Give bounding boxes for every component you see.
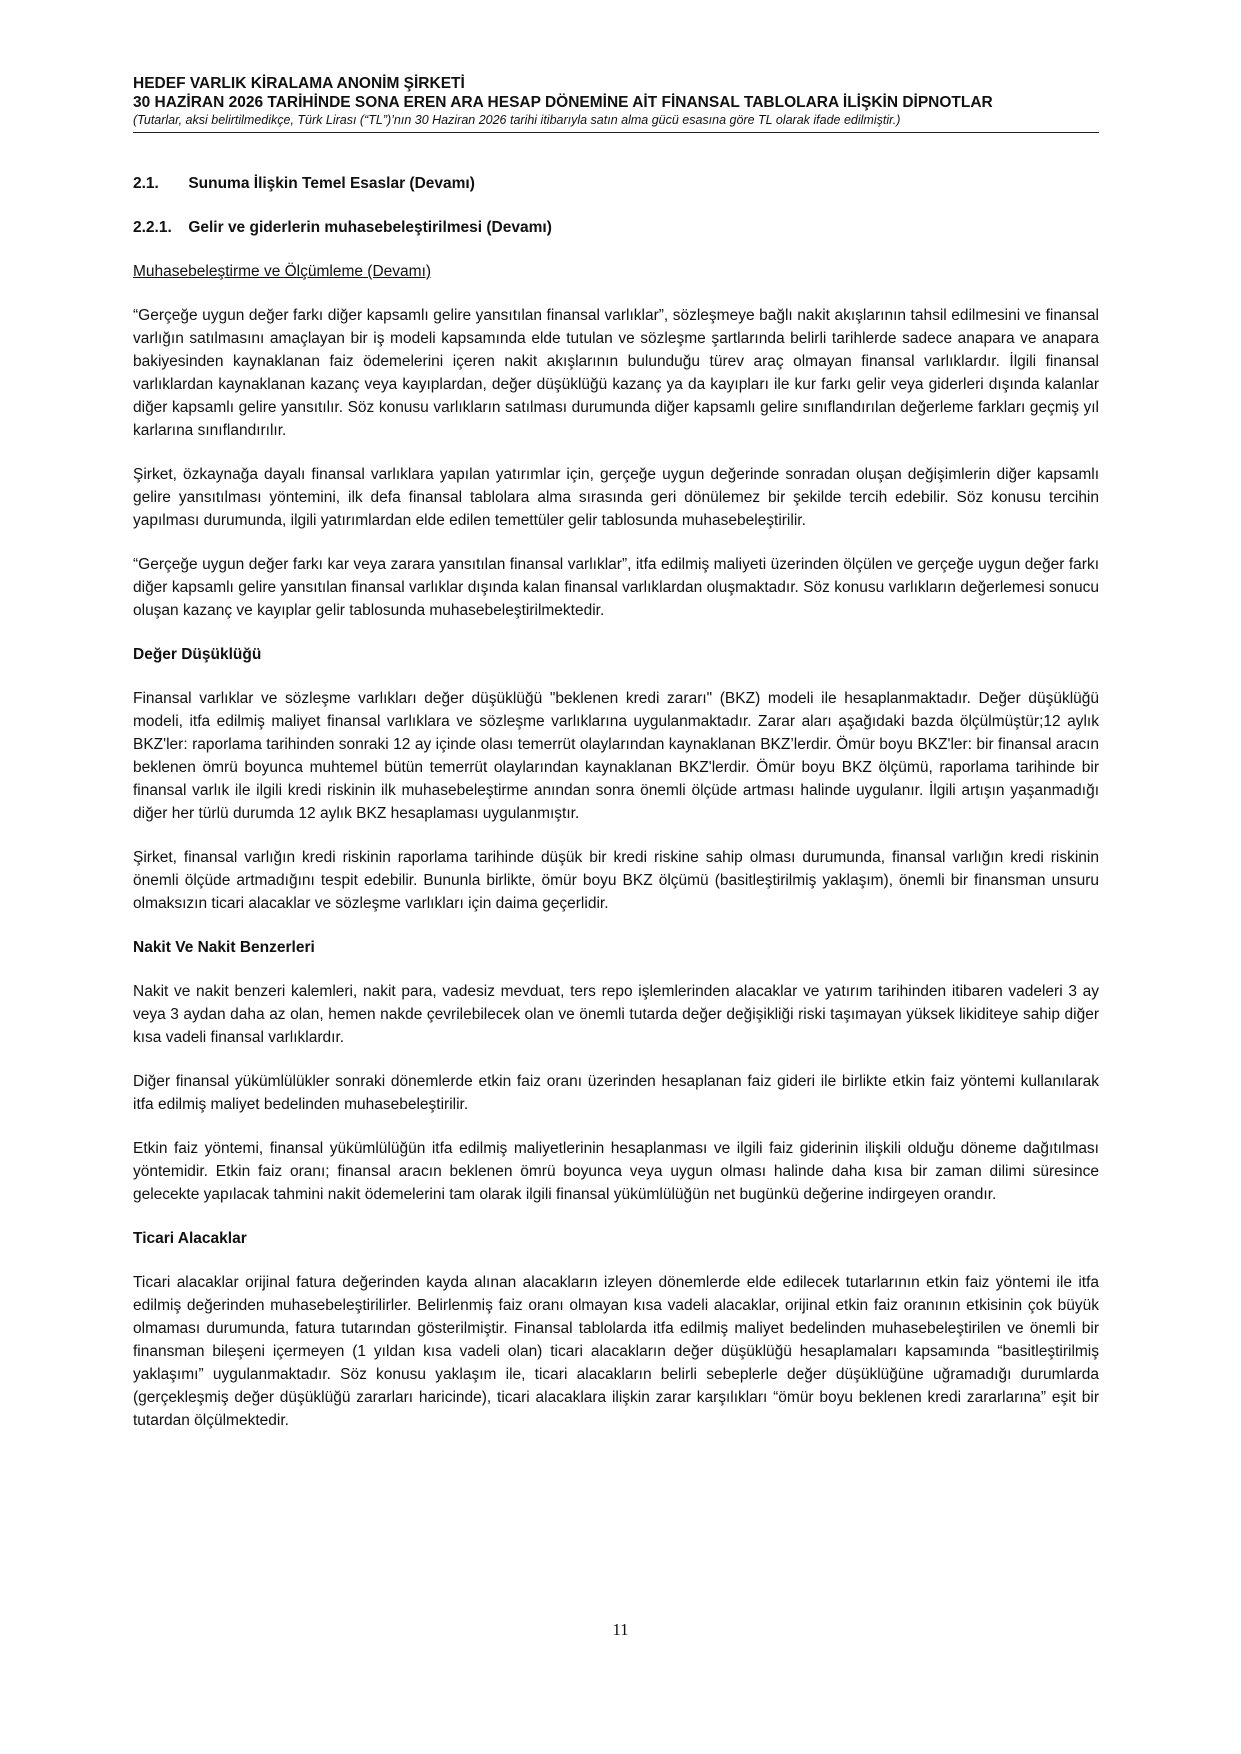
paragraph: Şirket, özkaynağa dayalı finansal varlıklara yapılan yatırımlar için, gerçeğe uygun değerinde sonradan oluşan değişimlerin diğer kapsamlı gelire yansıtılması yöntemini, ilk defa finansal tablolara alma sırasında geri dönülemez bir şekilde tercih edebilir. Söz konusu tercihin yapılması durumunda, ilgili yatırımlardan elde edilen temettüler gelir tablosunda muhasebeleştirilir. xyxy=(133,466,1099,529)
paragraph: Nakit ve nakit benzeri kalemleri, nakit para, vadesiz mevduat, ters repo işlemlerinden alacaklar ve yatırım tarihinden itibaren vadeleri 3 ay veya 3 aydan daha az olan, hemen nakde çevrilebilecek olan ve önemli tutarda değer değişikliği riski taşımayan yüksek likiditeye sahip diğer kısa vadeli finansal varlıklardır. xyxy=(133,983,1099,1046)
paragraph: Diğer finansal yükümlülükler sonraki dönemlerde etkin faiz oranı üzerinden hesaplanan faiz gideri ile birlikte etkin faiz yöntemi kullanılarak itfa edilmiş maliyet bedelinden muhasebeleştirilir. xyxy=(133,1073,1099,1113)
page-number: 11 xyxy=(612,1620,629,1639)
section-heading-2-2-1 xyxy=(133,216,1099,239)
company-name: HEDEF VARLIK KİRALAMA ANONİM ŞİRKETİ xyxy=(133,75,465,92)
report-title: 30 HAZİRAN 2026 TARİHİNDE SONA EREN ARA HESAP DÖNEMİNE AİT FİNANSAL TABLOLARA İLİŞKİN DİPNOTLAR xyxy=(133,94,993,111)
paragraph: “Gerçeğe uygun değer farkı diğer kapsamlı gelire yansıtılan finansal varlıklar”, sözleşmeye bağlı nakit akışlarının tahsil edilmesini ve finansal varlığın satılmasını amaçlayan bir iş modeli kapsamında elde tutulan ve sözleşme şartlarında belirli tarihlerde sadece anapara ve anapara bakiyesinden kaynaklanan faiz ödemelerini içeren nakit akışlarının bulunduğu türev araç olmayan finansal varlıklardır. İlgili finansal varlıklardan kaynaklanan kazanç veya kayıplardan, değer düşüklüğü kazanç ya da kayıpları ile kur farkı gelir veya giderleri dışında kalanlar diğer kapsamlı gelire yansıtılır. Söz konusu varlıkların satılması durumunda diğer kapsamlı gelire sınıflandırılan değerleme farkları geçmiş yıl karlarına sınıflandırılır. xyxy=(133,307,1099,439)
page-header xyxy=(133,74,1099,133)
section-number: 2.1. xyxy=(133,175,159,192)
paragraph: “Gerçeğe uygun değer farkı kar veya zarara yansıtılan finansal varlıklar”, itfa edilmiş maliyeti üzerinden ölçülen ve gerçeğe uygun değer farkı diğer kapsamlı gelire yansıtılan finansal varlıklar dışında kalan finansal varlıklardan oluşmaktadır. Söz konusu varlıkların değerlemesi sonucu oluşan kazanç ve kayıplar gelir tablosunda muhasebeleştirilmektedir. xyxy=(133,556,1099,619)
section-title: Gelir ve giderlerin muhasebeleştirilmesi (Devamı) xyxy=(188,219,552,236)
paragraph: Finansal varlıklar ve sözleşme varlıkları değer düşüklüğü "beklenen kredi zararı" (BKZ) modeli ile hesaplanmaktadır. Değer düşüklüğü modeli, itfa edilmiş maliyet finansal varlıklara ve sözleşme varlıklarına uygulanmaktadır. Zarar aları aşağıdaki bazda ölçülmüştür;12 aylık BKZ'ler: raporlama tarihinden sonraki 12 ay içinde olası temerrüt olaylarından kaynaklanan BKZ’lerdir. Ömür boyu BKZ'ler: bir finansal aracın beklenen ömrü boyunca muhtemel bütün temerrüt olaylarından kaynaklanan BKZ'lerdir. Ömür boyu BKZ ölçümü, raporlama tarihinde bir finansal varlık ile ilgili kredi riskinin ilk muhasebeleştirme anından sonra önemli ölçüde artması halinde uygulanır. İlgili artışın yaşanmadığı diğer her türlü durumda 12 aylık BKZ hesaplaması uygulanmıştır. xyxy=(133,690,1099,822)
paragraph: Ticari alacaklar orijinal fatura değerinden kayda alınan alacakların izleyen dönemlerde elde edilecek tutarlarının etkin faiz yöntemi ile itfa edilmiş değerinden muhasebeleştirilirler. Belirlenmiş faiz oranı olmayan kısa vadeli alacaklar, orijinal etkin faiz oranının etkisinin çok büyük olmaması durumunda, fatura tutarından gösterilmiştir. Finansal tablolarda itfa edilmiş maliyet bedelinden muhasebeleştirilen ve önemli bir finansman bileşeni içermeyen (1 yıldan kısa vadeli olan) ticari alacakların değer düşüklüğü hesaplamaları kapsamında “basitleştirilmiş yaklaşımı” uygulanmaktadır. Söz konusu yaklaşım ile, ticari alacakların belirli sebeplerle değer düşüklüğüne uğramadığı durumlarda (gerçekleşmiş değer düşüklüğü zararları haricinde), ticari alacaklara ilişkin zarar karşılıkları “ömür boyu beklenen kredi zararlarına” eşit bir tutardan ölçülmektedir. xyxy=(133,1274,1099,1429)
subsection-heading-receivables: Ticari Alacaklar xyxy=(133,1230,247,1247)
subsection-heading-impairment: Değer Düşüklüğü xyxy=(133,646,262,663)
header-divider xyxy=(133,132,1099,133)
section-title: Sunuma İlişkin Temel Esaslar (Devamı) xyxy=(188,175,475,192)
subsection-heading-cash: Nakit Ve Nakit Benzerleri xyxy=(133,939,315,956)
subsection-heading-measurement: Muhasebeleştirme ve Ölçümleme (Devamı) xyxy=(133,263,432,280)
paragraph: Etkin faiz yöntemi, finansal yükümlülüğün itfa edilmiş maliyetlerinin hesaplanması ve ilgili faiz giderinin ilişkili olduğu döneme dağıtılması yöntemidir. Etkin faiz oranı; finansal aracın beklenen ömrü boyunca veya uygun olması halinde daha kısa bir zaman dilimi süresince gelecekte yapılacak tahmini nakit ödemelerini tam olarak ilgili finansal yükümlülüğün net bugünkü değerine indirgeyen orandır. xyxy=(133,1140,1099,1203)
section-number: 2.2.1. xyxy=(133,219,172,236)
document-body xyxy=(133,172,1099,1432)
currency-note: (Tutarlar, aksi belirtilmedikçe, Türk Lirası (“TL”)’nın 30 Haziran 2026 tarihi itibarıyla satın alma gücü esasına göre TL olarak ifade edilmiştir.) xyxy=(133,113,901,127)
section-heading-2-1 xyxy=(133,172,1099,195)
paragraph: Şirket, finansal varlığın kredi riskinin raporlama tarihinde düşük bir kredi riskine sahip olması durumunda, finansal varlığın kredi riskinin önemli ölçüde artmadığını tespit edebilir. Bununla birlikte, ömür boyu BKZ ölçümü (basitleştirilmiş yaklaşım), önemli bir finansman unsuru olmaksızın ticari alacaklar ve sözleşme varlıkları için daima geçerlidir. xyxy=(133,849,1099,912)
